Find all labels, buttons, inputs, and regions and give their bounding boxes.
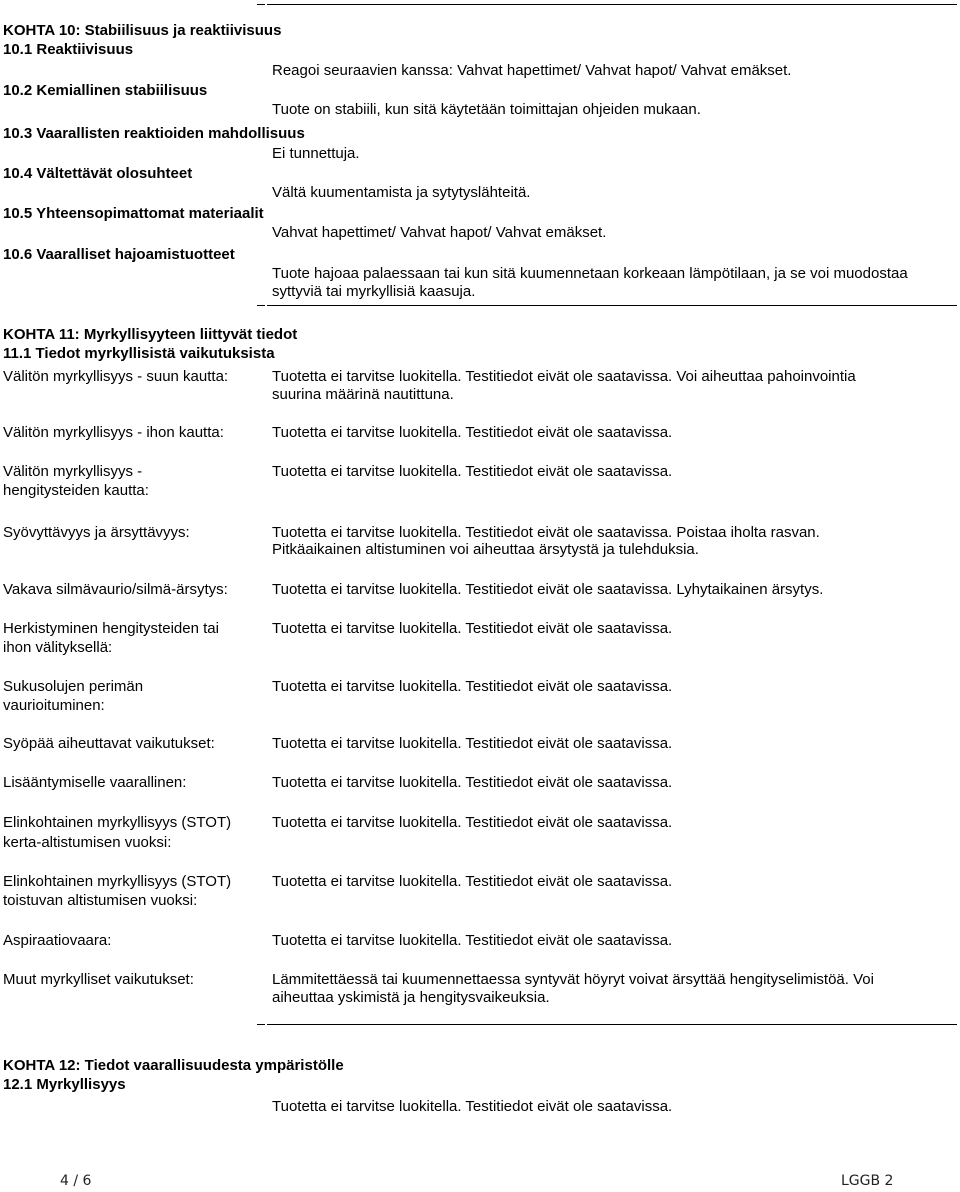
top-rule — [267, 4, 957, 5]
toxicity-row-value: Tuotetta ei tarvitse luokitella. Testitiedot eivät ole saatavissa. — [272, 424, 673, 441]
toxicity-row-value: Tuotetta ei tarvitse luokitella. Testitiedot eivät ole saatavissa. — [272, 774, 673, 791]
section-11-1-heading: 11.1 Tiedot myrkyllisistä vaikutuksista — [3, 345, 275, 362]
toxicity-row-label: Syövyttävyys ja ärsyttävyys: — [3, 524, 190, 541]
toxicity-row-label: Lisääntymiselle vaarallinen: — [3, 774, 187, 791]
toxicity-row-label-line2: kerta-altistumisen vuoksi: — [3, 834, 172, 851]
toxicity-row-value: Tuotetta ei tarvitse luokitella. Testitiedot eivät ole saatavissa. Lyhytaikainen ärsytys. — [272, 581, 824, 598]
page-number: 4 / 6 — [60, 1173, 92, 1189]
toxicity-row-label-line2: hengitysteiden kautta: — [3, 482, 149, 499]
toxicity-row-label: Syöpää aiheuttavat vaikutukset: — [3, 735, 215, 752]
toxicity-row-label: Elinkohtainen myrkyllisyys (STOT) — [3, 814, 232, 831]
section-10-1-value: Reagoi seuraavien kanssa: Vahvat hapettimet/ Vahvat hapot/ Vahvat emäkset. — [272, 62, 792, 79]
section-10-bottom-tick — [257, 305, 265, 306]
toxicity-row-value: Tuotetta ei tarvitse luokitella. Testitiedot eivät ole saatavissa. — [272, 814, 673, 831]
section-10-5-heading: 10.5 Yhteensopimattomat materiaalit — [3, 205, 264, 222]
section-10-2-heading: 10.2 Kemiallinen stabiilisuus — [3, 82, 208, 99]
section-10-6-value-line2: syttyviä tai myrkyllisiä kaasuja. — [272, 283, 476, 300]
section-10-1-heading: 10.1 Reaktiivisuus — [3, 41, 134, 58]
section-10-heading: KOHTA 10: Stabiilisuus ja reaktiivisuus — [3, 22, 282, 39]
toxicity-row-value: Tuotetta ei tarvitse luokitella. Testitiedot eivät ole saatavissa. Voi aiheuttaa pahoinvointia — [272, 368, 856, 385]
toxicity-row-value: Tuotetta ei tarvitse luokitella. Testitiedot eivät ole saatavissa. — [272, 735, 673, 752]
section-10-4-value: Vältä kuumentamista ja sytytyslähteitä. — [272, 184, 531, 201]
toxicity-row-value: Tuotetta ei tarvitse luokitella. Testitiedot eivät ole saatavissa. — [272, 873, 673, 890]
section-12-1-heading: 12.1 Myrkyllisyys — [3, 1076, 126, 1093]
toxicity-row-label-line2: ihon välityksellä: — [3, 639, 113, 656]
section-10-4-heading: 10.4 Vältettävät olosuhteet — [3, 165, 193, 182]
section-10-3-value: Ei tunnettuja. — [272, 145, 360, 162]
toxicity-row-label-line2: toistuvan altistumisen vuoksi: — [3, 892, 198, 909]
toxicity-row-label-line2: vaurioituminen: — [3, 697, 105, 714]
toxicity-row-label: Aspiraatiovaara: — [3, 932, 112, 949]
toxicity-row-label: Välitön myrkyllisyys - suun kautta: — [3, 368, 229, 385]
toxicity-row-value: Tuotetta ei tarvitse luokitella. Testitiedot eivät ole saatavissa. — [272, 463, 673, 480]
top-rule-tick — [257, 4, 265, 5]
section-10-5-value: Vahvat hapettimet/ Vahvat hapot/ Vahvat emäkset. — [272, 224, 607, 241]
toxicity-row-value: Tuotetta ei tarvitse luokitella. Testitiedot eivät ole saatavissa. Poistaa iholta rasvan. — [272, 524, 820, 541]
section-10-6-value-line1: Tuote hajoaa palaessaan tai kun sitä kuumennetaan korkeaan lämpötilaan, ja se voi muodostaa — [272, 265, 908, 282]
toxicity-row-label: Herkistyminen hengitysteiden tai — [3, 620, 219, 637]
section-11-bottom-tick — [257, 1024, 265, 1025]
section-12-1-value: Tuotetta ei tarvitse luokitella. Testitiedot eivät ole saatavissa. — [272, 1098, 673, 1115]
toxicity-row-value-line2: aiheuttaa yskimistä ja hengitysvaikeuksia. — [272, 989, 550, 1006]
toxicity-row-value: Tuotetta ei tarvitse luokitella. Testitiedot eivät ole saatavissa. — [272, 620, 673, 637]
toxicity-row-value-line2: suurina määrinä nautittuna. — [272, 386, 454, 403]
toxicity-row-label: Sukusolujen perimän — [3, 678, 144, 695]
section-10-2-value: Tuote on stabiili, kun sitä käytetään toimittajan ohjeiden mukaan. — [272, 101, 701, 118]
toxicity-row-value: Lämmitettäessä tai kuumennettaessa syntyvät höyryt voivat ärsyttää hengityselimistöä. Voi — [272, 971, 874, 988]
toxicity-row-value: Tuotetta ei tarvitse luokitella. Testitiedot eivät ole saatavissa. — [272, 932, 673, 949]
section-11-bottom-rule — [267, 1024, 957, 1025]
toxicity-row-label: Välitön myrkyllisyys - ihon kautta: — [3, 424, 224, 441]
toxicity-row-value: Tuotetta ei tarvitse luokitella. Testitiedot eivät ole saatavissa. — [272, 678, 673, 695]
toxicity-row-label: Välitön myrkyllisyys - — [3, 463, 143, 480]
section-10-6-heading: 10.6 Vaaralliset hajoamistuotteet — [3, 246, 235, 263]
section-11-heading: KOHTA 11: Myrkyllisyyteen liittyvät tiedot — [3, 326, 298, 343]
document-code: LGGB 2 — [841, 1173, 894, 1189]
section-12-heading: KOHTA 12: Tiedot vaarallisuudesta ympäristölle — [3, 1057, 344, 1074]
section-10-3-heading: 10.3 Vaarallisten reaktioiden mahdollisuus — [3, 125, 305, 142]
section-10-bottom-rule — [267, 305, 957, 306]
toxicity-row-value-line2: Pitkäaikainen altistuminen voi aiheuttaa ärsytystä ja tulehduksia. — [272, 541, 699, 558]
toxicity-row-label: Elinkohtainen myrkyllisyys (STOT) — [3, 873, 232, 890]
toxicity-row-label: Vakava silmävaurio/silmä-ärsytys: — [3, 581, 228, 598]
toxicity-row-label: Muut myrkylliset vaikutukset: — [3, 971, 194, 988]
